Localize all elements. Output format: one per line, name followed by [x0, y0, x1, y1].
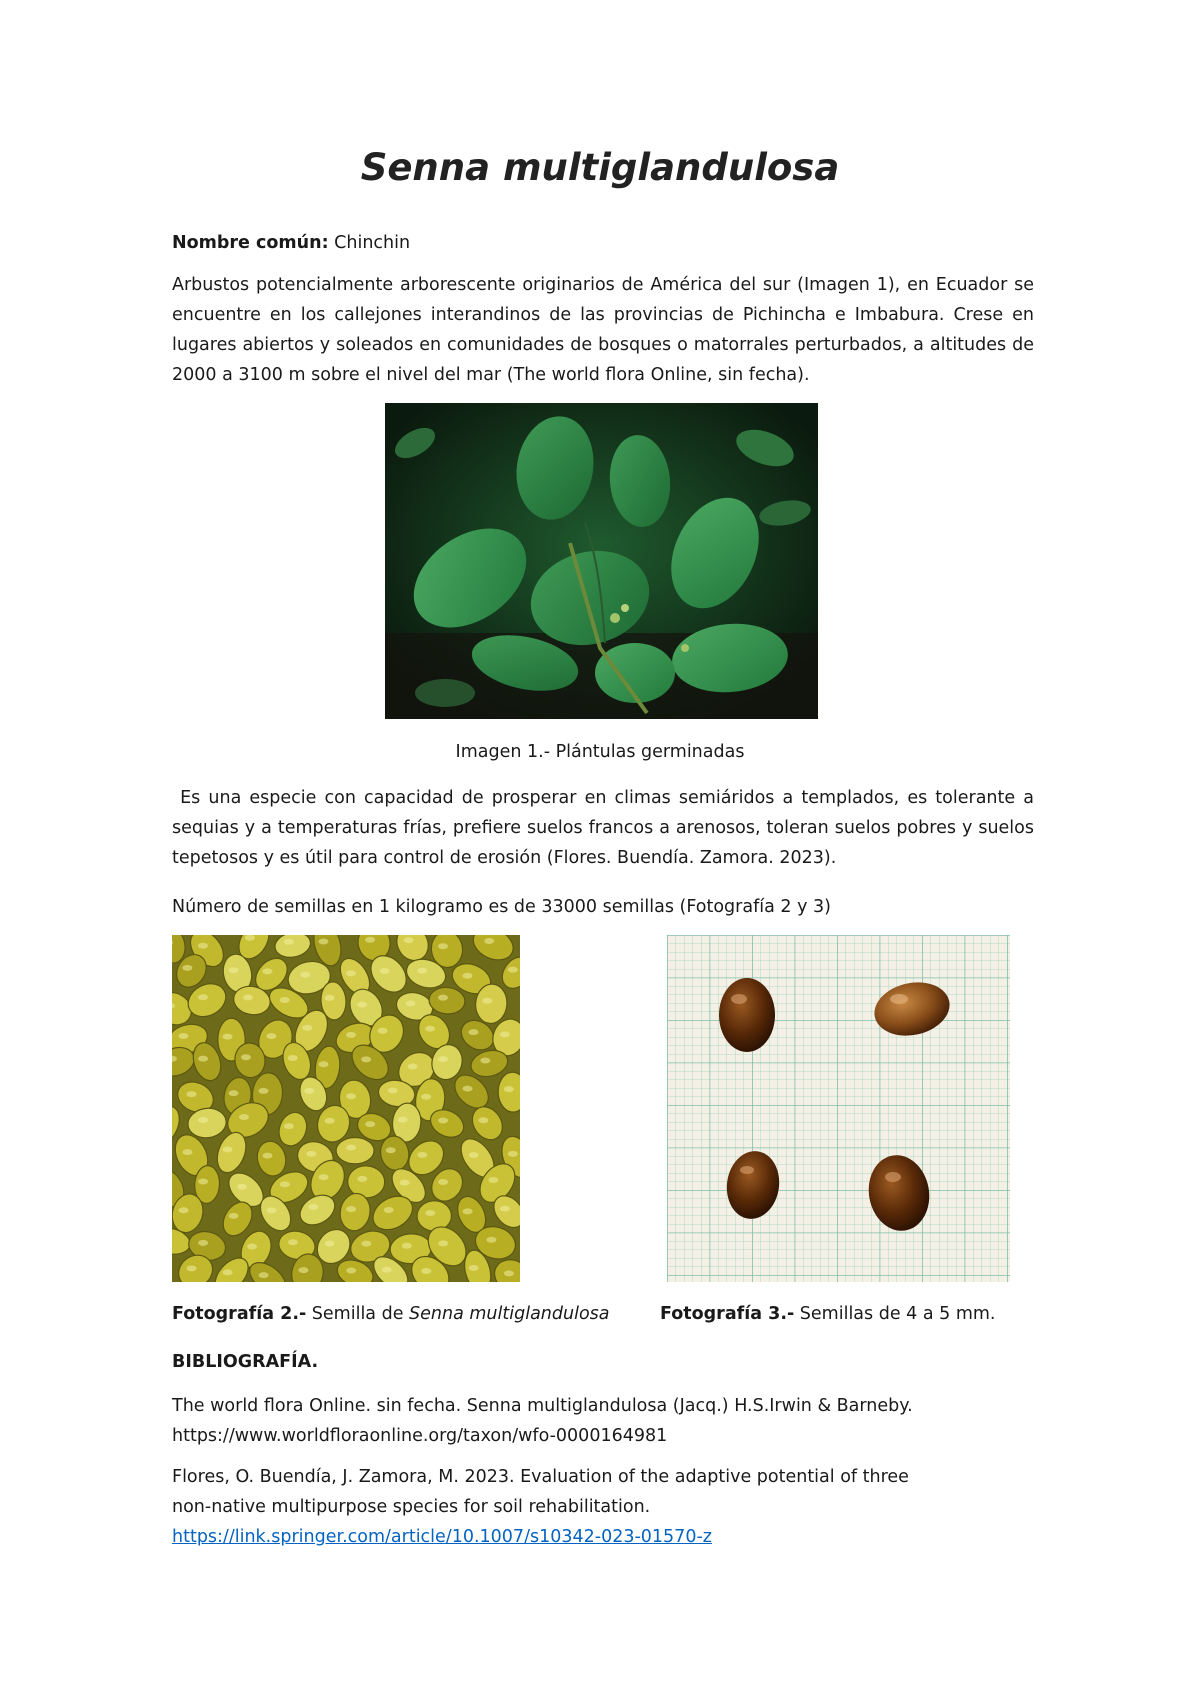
bibliography-heading: BIBLIOGRAFÍA.	[172, 1352, 319, 1372]
yellow-seeds-photo	[172, 935, 520, 1282]
reference-2-text-cont: non-native multipurpose species for soil rehabilitation.	[172, 1497, 651, 1517]
reference-2	[172, 1462, 1034, 1552]
photo2-caption-species: Senna multiglandulosa	[409, 1304, 610, 1324]
seedlings-photo	[385, 403, 818, 719]
photo2-caption	[172, 1304, 610, 1324]
photo3-caption	[660, 1304, 995, 1324]
common-name-label: Nombre común:	[172, 233, 329, 253]
reference-1	[172, 1391, 1034, 1451]
photo2-caption-label: Fotografía 2.-	[172, 1304, 307, 1324]
figure1-caption: Imagen 1.- Plántulas germinadas	[455, 742, 745, 762]
photo2-caption-text: Semilla de	[306, 1304, 410, 1324]
reference-2-text: Flores, O. Buendía, J. Zamora, M. 2023. Evaluation of the adaptive potential of three	[172, 1467, 909, 1487]
paragraph-tolerance-text: Es una especie con capacidad de prosperar en climas semiáridos a templados, es tolerante a sequias y a temperaturas frías, prefiere suelos francos a arenosos, toleran suelos pobres y suelos tepetosos y es útil para control de erosión (Flores. Buendía. Zamora. 2023).	[172, 788, 1034, 868]
intro-paragraph: Arbustos potencialmente arborescente originarios de América del sur (Imagen 1), en Ecuador se encuentre en los callejones interandinos de las provincias de Pichincha e Imbabura. Crese en lugares abiertos y soleados en comunidades de bosques o matorrales perturbados, a altitudes de 2000 a 3100 m sobre el nivel del mar (The world flora Online, sin fecha).	[172, 275, 1034, 385]
reference-1-url: https://www.worldfloraonline.org/taxon/wfo-0000164981	[172, 1426, 668, 1446]
seed-count-line: Número de semillas en 1 kilogramo es de 33000 semillas (Fotografía 2 y 3)	[172, 897, 831, 917]
reference-2-link[interactable]: https://link.springer.com/article/10.1007/s10342-023-01570-z	[172, 1527, 712, 1547]
common-name-line	[172, 228, 1034, 258]
reference-1-text: The world flora Online. sin fecha. Senna multiglandulosa (Jacq.) H.S.Irwin & Barneby.	[172, 1396, 913, 1416]
paragraph-tolerance	[172, 783, 1034, 873]
document-title: Senna multiglandulosa	[360, 146, 840, 189]
common-name-value: Chinchin	[328, 233, 411, 253]
photo3-caption-text: Semillas de 4 a 5 mm.	[794, 1304, 996, 1324]
photo3-caption-label: Fotografía 3.-	[660, 1304, 795, 1324]
brown-seeds-on-grid-photo	[667, 935, 1010, 1282]
